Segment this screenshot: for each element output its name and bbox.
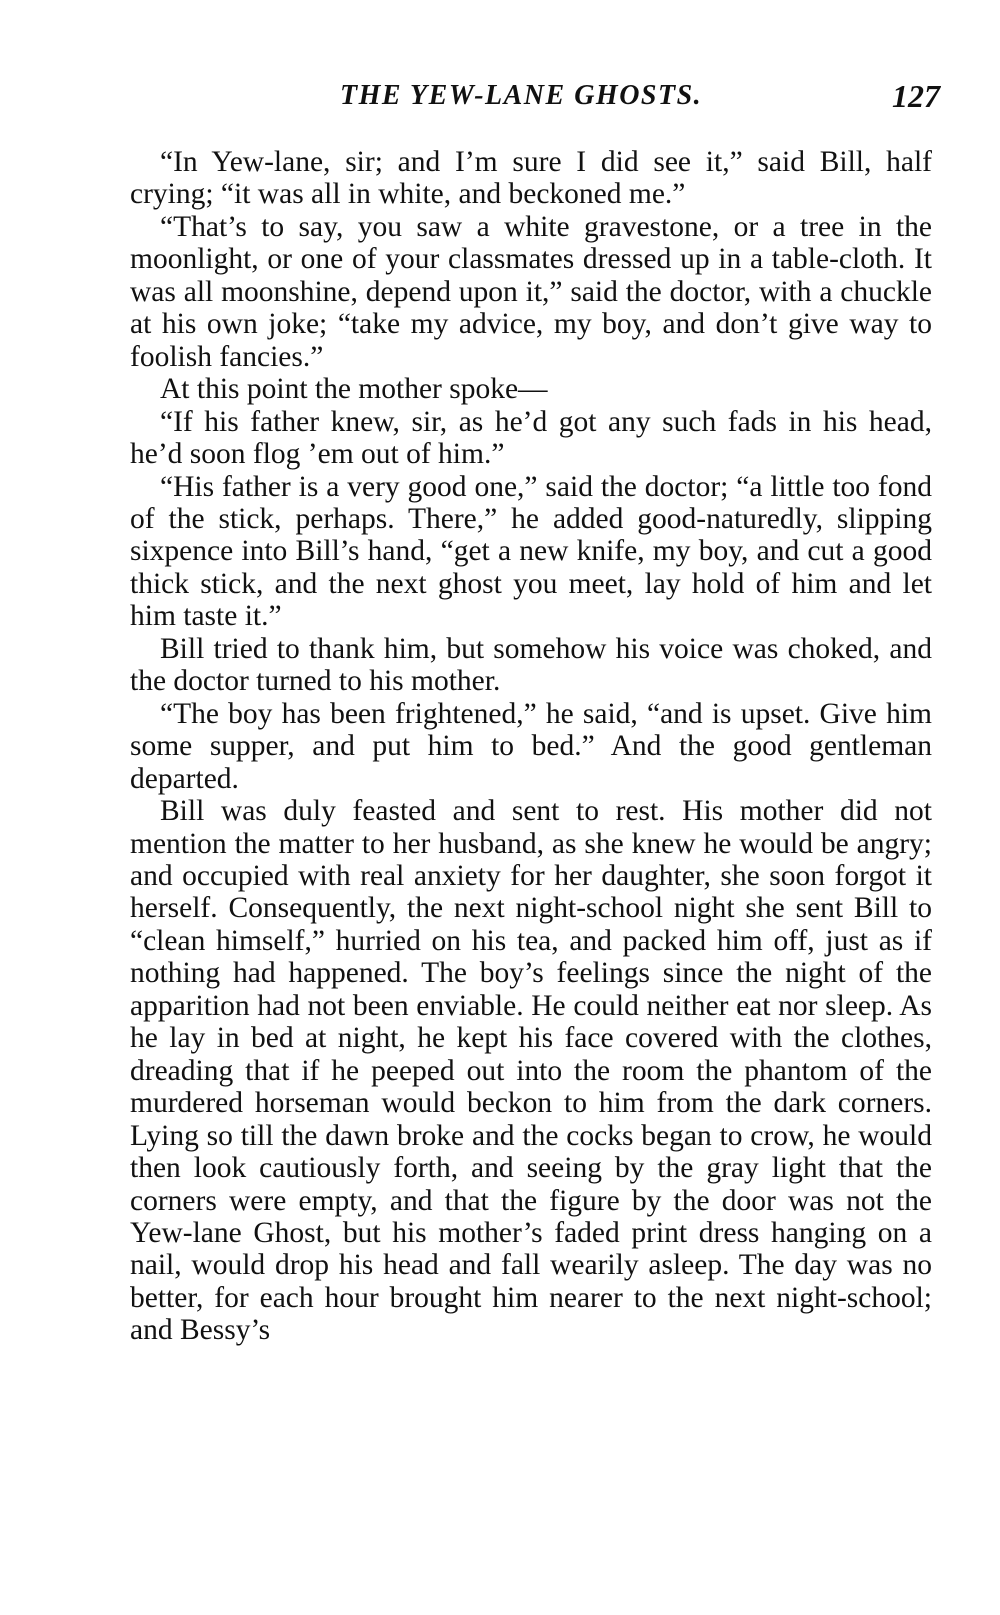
paragraph: “The boy has been frightened,” he said, “and is upset. Give him some supper, and put him to bed.” And the good gentleman departed. [130, 697, 932, 795]
paragraph: “That’s to say, you saw a white gravestone, or a tree in the moonlight, or one of your classmates dressed up in a table-cloth. It was all moonshine, depend upon it,” said the doctor, with a chuckle at his own joke; “take my advice, my boy, and don’t give way to foolish fancies.” [130, 210, 932, 373]
paragraph: “In Yew-lane, sir; and I’m sure I did see it,” said Bill, half crying; “it was all in white, and beckoned me.” [130, 146, 932, 211]
body-text [130, 146, 932, 1347]
running-head [130, 80, 940, 124]
paragraph: Bill tried to thank him, but somehow his voice was choked, and the doctor turned to his mother. [130, 632, 932, 698]
running-head-title: THE YEW-LANE GHOSTS. [340, 80, 703, 111]
paragraph: “His father is a very good one,” said the doctor; “a little too fond of the stick, perhaps. There,” he added good-naturedly, slipping sixpence into Bill’s hand, “get a new knife, my boy, and cut a good thick stick, and the next ghost you meet, lay hold of him and let him taste it.” [130, 470, 932, 633]
paragraph: At this point the mother spoke— [160, 373, 548, 406]
paragraph: Bill was duly feasted and sent to rest. His mother did not mention the matter to her husband, as she knew he would be angry; and occupied with real anxiety for her daughter, she soon forgot it herself. Consequently, the next night-school night she sent Bill to “clean himself,” hurried on his tea, and packed him off, just as if nothing had happened. The boy’s feelings since the night of the apparition had not been enviable. He could neither eat nor sleep. As he lay in bed at night, he kept his face covered with the clothes, dreading that if he peeped out into the room the phantom of the murdered horseman would beckon to him from the dark corners. Lying so till the dawn broke and the cocks began to crow, he would then look cautiously forth, and seeing by the gray light that the corners were empty, and that the figure by the door was not the Yew-lane Ghost, but his mother’s faded print dress hanging on a nail, would drop his head and fall wearily asleep. The day was no better, for each hour brought him nearer to the next night-school; and Bessy’s [130, 795, 932, 1347]
paragraph: “If his father knew, sir, as he’d got any such fads in his head, he’d soon flog ’em out of him.” [130, 405, 932, 471]
page-number: 127 [892, 78, 940, 114]
